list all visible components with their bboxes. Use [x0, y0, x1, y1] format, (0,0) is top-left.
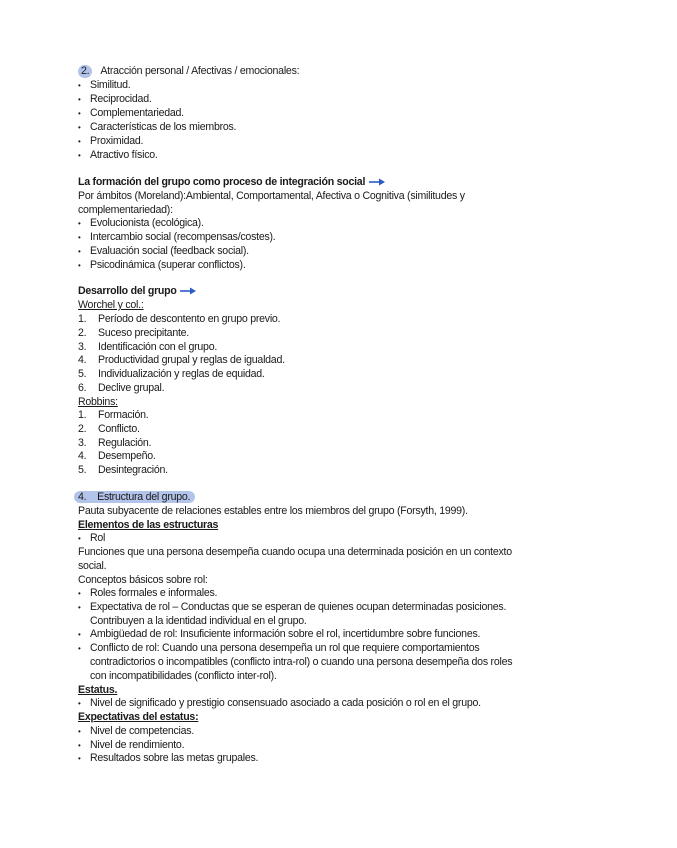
elementos-title: Elementos de las estructuras: [78, 519, 219, 531]
formacion-heading: La formación del grupo como proceso de integración social: [78, 176, 385, 189]
paragraph-line: social.: [78, 560, 107, 572]
section-4-heading: [74, 491, 195, 504]
list-item: • Conflicto de rol: Cuando una persona desempeña un rol que requiere comportamientos: [90, 642, 479, 655]
list-item: • Resultados sobre las metas grupales.: [90, 752, 258, 765]
numbered-item: 4. Desempeño.: [78, 450, 156, 462]
list-item: • Atractivo físico.: [90, 149, 158, 162]
list-item: • Nivel de rendimiento.: [90, 739, 184, 752]
numbered-item: 6. Declive grupal.: [78, 382, 165, 394]
list-item: • Proximidad.: [90, 135, 143, 148]
list-item: • Ambigüedad de rol: Insuficiente información sobre el rol, incertidumbre sobre funciones.: [90, 628, 480, 641]
desarrollo-heading: Desarrollo del grupo: [78, 285, 196, 298]
list-item-continuation: Contribuyen a la identidad individual en el grupo.: [90, 615, 307, 627]
expectativas-title: Expectativas del estatus:: [78, 711, 199, 723]
list-item: • Evaluación social (feedback social).: [90, 245, 249, 258]
numbered-item: 2. Suceso precipitante.: [78, 327, 189, 339]
list-item: • Complementariedad.: [90, 107, 184, 120]
list-item-continuation: contradictorios o incompatibles (conflicto intra-rol) o cuando una persona desempeña dos roles: [90, 656, 513, 668]
list-item: • Roles formales e informales.: [90, 587, 217, 600]
list-item: • Nivel de significado y prestigio consensuado asociado a cada posición o rol en el grupo.: [90, 697, 481, 710]
robbins-title: Robbins:: [78, 396, 118, 408]
paragraph-line: Pauta subyacente de relaciones estables entre los miembros del grupo (Forsyth, 1999).: [78, 505, 468, 517]
list-item: • Características de los miembros.: [90, 121, 236, 134]
list-item: • Reciprocidad.: [90, 93, 152, 106]
list-item: • Intercambio social (recompensas/costes).: [90, 231, 275, 244]
paragraph-line: complementariedad):: [78, 204, 173, 216]
conceptos-title: Conceptos básicos sobre rol:: [78, 574, 208, 586]
list-item: • Similitud.: [90, 79, 130, 92]
numbered-item: 3. Identificación con el grupo.: [78, 341, 218, 353]
list-item: • Psicodinámica (superar conflictos).: [90, 259, 246, 272]
numbered-item: 2. Conflicto.: [78, 423, 140, 435]
numbered-item: 3. Regulación.: [78, 437, 152, 449]
numbered-item: 5. Individualización y reglas de equidad.: [78, 368, 265, 380]
worchel-title: Worchel y col.:: [78, 299, 144, 311]
numbered-item: 1. Período de descontento en grupo previo.: [78, 313, 281, 325]
list-item: • Nivel de competencias.: [90, 725, 194, 738]
right-arrow-icon: [369, 178, 385, 186]
estatus-title: Estatus.: [78, 684, 118, 696]
paragraph-line: Funciones que una persona desempeña cuando ocupa una determinada posición en un contexto: [78, 546, 512, 558]
list-item: • Evolucionista (ecológica).: [90, 217, 204, 230]
list-item-continuation: con incompatibilidades (conflicto inter-rol).: [90, 670, 277, 682]
paragraph-line: Por ámbitos (Moreland):Ambiental, Comportamental, Afectiva o Cognitiva (similitudes y: [78, 190, 465, 202]
right-arrow-icon: [180, 287, 196, 295]
list-item: • Rol: [90, 532, 105, 545]
numbered-item: 1. Formación.: [78, 409, 149, 421]
section-4-highlight: 4. Estructura del grupo.: [74, 491, 195, 503]
numbered-item: 4. Productividad grupal y reglas de igualdad.: [78, 354, 285, 366]
numbered-item: 5. Desintegración.: [78, 464, 168, 476]
list-item: • Expectativa de rol – Conductas que se esperan de quienes ocupan determinadas posiciones.: [90, 601, 506, 614]
section-number-badge: 2.: [78, 65, 92, 78]
section-2-heading: 2. Atracción personal / Afectivas / emocionales:: [78, 65, 299, 78]
